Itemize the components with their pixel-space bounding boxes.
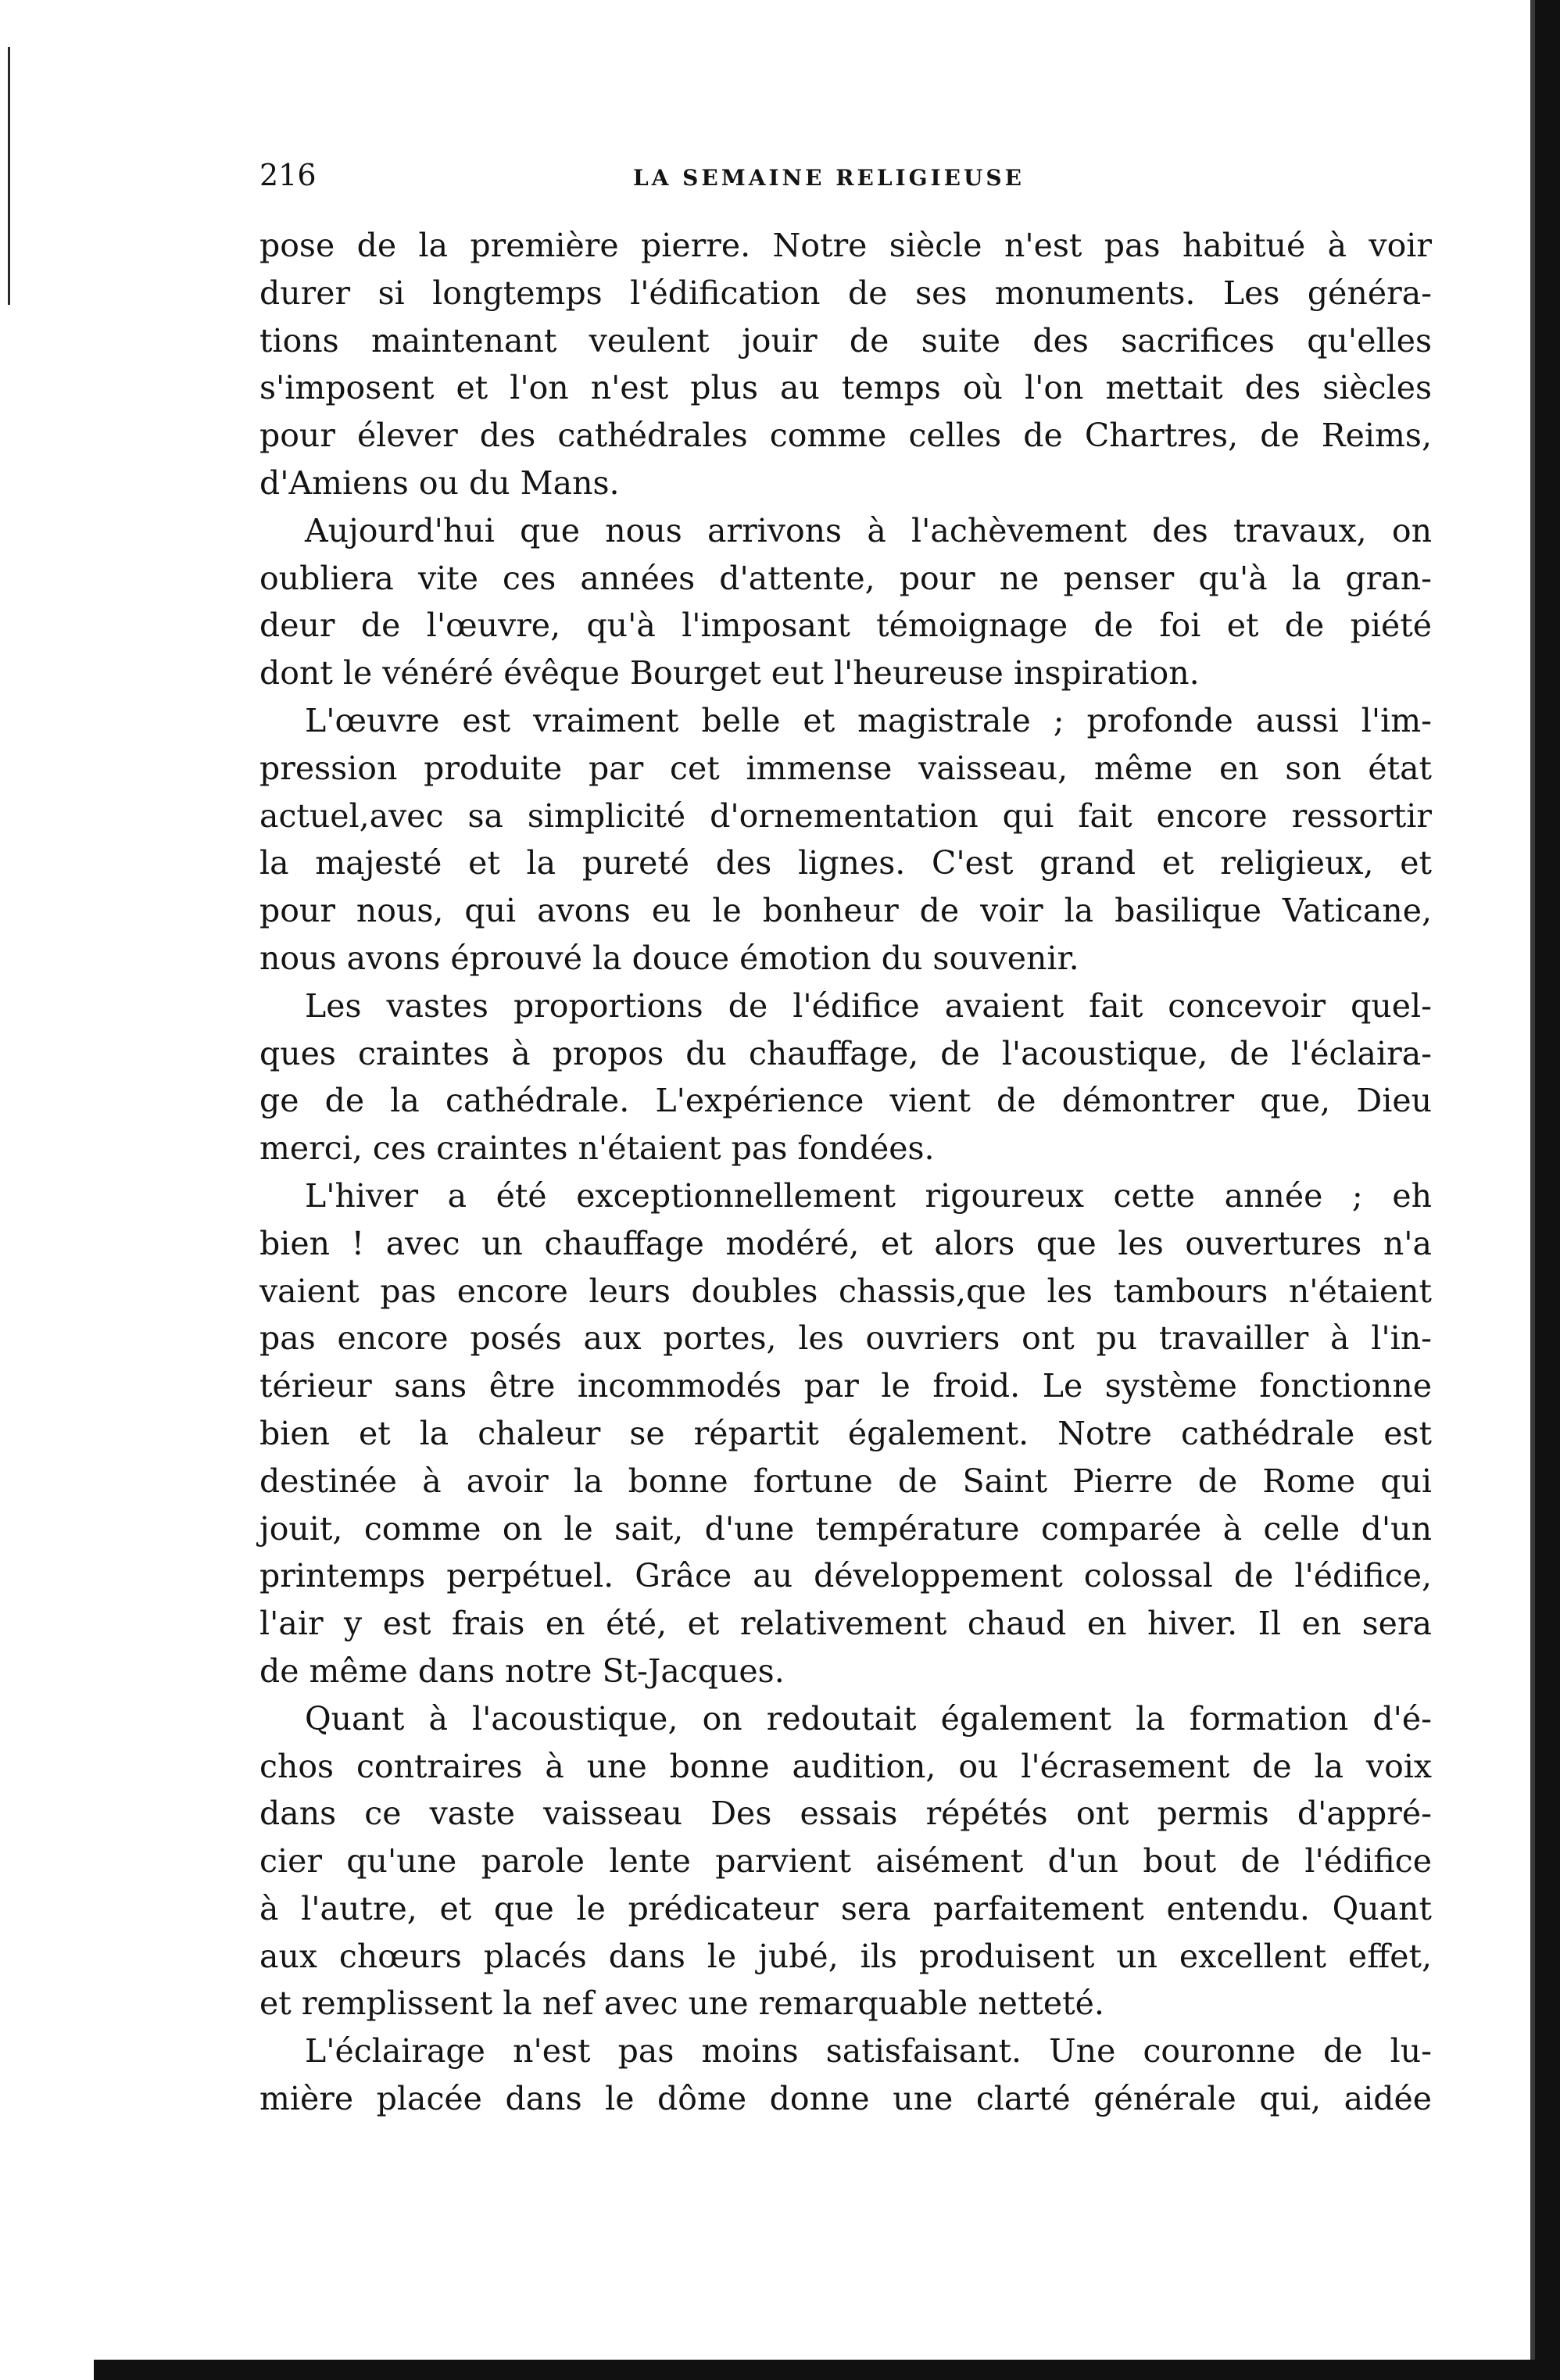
text-line: pression produite par cet immense vaisseau, même en son état	[259, 749, 1432, 787]
text-line: actuel,avec sa simplicité d'ornementation qui fait encore ressortir	[259, 796, 1432, 835]
text-line: à l'autre, et que le prédicateur sera parfaitement entendu. Quant	[259, 1889, 1432, 1927]
text-line: deur de l'œuvre, qu'à l'imposant témoignage de foi et de piété	[259, 607, 1432, 645]
text-line: jouit, comme on le sait, d'une température comparée à celle d'un	[259, 1509, 1432, 1548]
scan-right-edge-artifact	[1535, 0, 1560, 2380]
text-line: Aujourd'hui que nous arrivons à l'achèvement des travaux, on	[305, 511, 1432, 549]
page-header	[259, 153, 1447, 197]
text-line: L'œuvre est vraiment belle et magistrale ; profonde aussi l'im-	[305, 701, 1432, 739]
text-line: oubliera vite ces années d'attente, pour ne penser qu'à la gran-	[259, 559, 1432, 597]
text-line: la majesté et la pureté des lignes. C'est grand et religieux, et	[259, 844, 1432, 882]
text-line: vaient pas encore leurs doubles chassis,que les tambours n'étaient	[259, 1272, 1432, 1310]
text-line: d'Amiens ou du Mans.	[259, 463, 620, 502]
text-line: Les vastes proportions de l'édifice avaient fait concevoir quel-	[305, 986, 1432, 1025]
text-line: pour nous, qui avons eu le bonheur de voir la basilique Vaticane,	[259, 892, 1432, 930]
text-line: dont le vénéré évêque Bourget eut l'heureuse inspiration.	[259, 654, 1200, 693]
body-text	[259, 222, 1432, 2123]
text-line: durer si longtemps l'édification de ses monuments. Les généra-	[259, 274, 1432, 312]
text-line: merci, ces craintes n'étaient pas fondées.	[259, 1129, 935, 1168]
text-line: tions maintenant veulent jouir de suite des sacrifices qu'elles	[259, 321, 1432, 360]
text-line: chos contraires à une bonne audition, ou l'écrasement de la voix	[259, 1747, 1432, 1785]
text-line: ques craintes à propos du chauffage, de l'acoustique, de l'éclaira-	[259, 1034, 1432, 1072]
text-line: pose de la première pierre. Notre siècle n'est pas habitué à voir	[259, 227, 1432, 264]
text-line: destinée à avoir la bonne fortune de Saint Pierre de Rome qui	[259, 1462, 1432, 1500]
text-line: Quant à l'acoustique, on redoutait également la formation d'é-	[305, 1699, 1432, 1738]
text-line: bien et la chaleur se répartit également. Notre cathédrale est	[259, 1414, 1432, 1452]
text-line: l'air y est frais en été, et relativement chaud en hiver. Il en sera	[259, 1605, 1432, 1643]
scan-bottom-edge-artifact	[94, 2360, 1535, 2380]
text-line: nous avons éprouvé la douce émotion du souvenir.	[259, 939, 1079, 977]
text-line: L'éclairage n'est pas moins satisfaisant. Une couronne de lu-	[305, 2032, 1432, 2070]
page-number: 216	[259, 158, 317, 192]
text-line: dans ce vaste vaisseau Des essais répétés ont permis d'appré-	[259, 1795, 1432, 1833]
text-line: L'hiver a été exceptionnellement rigoureux cette année ; eh	[305, 1176, 1432, 1215]
text-line: pour élever des cathédrales comme celles de Chartres, de Reims,	[259, 417, 1432, 455]
text-line: bien ! avec un chauffage modéré, et alors que les ouvertures n'a	[259, 1224, 1432, 1262]
text-line: térieur sans être incommodés par le froid. Le système fonctionne	[259, 1367, 1432, 1405]
running-head: LA SEMAINE RELIGIEUSE	[633, 165, 1025, 191]
text-line: cier qu'une parole lente parvient aisément d'un bout de l'édifice	[259, 1842, 1432, 1881]
scan-left-edge-artifact	[8, 47, 10, 305]
text-line: mière placée dans le dôme donne une clarté générale qui, aidée	[259, 2080, 1432, 2118]
text-line: pas encore posés aux portes, les ouvriers ont pu travailler à l'in-	[259, 1319, 1432, 1358]
text-line: aux chœurs placés dans le jubé, ils produisent un excellent effet,	[259, 1937, 1432, 1975]
text-line: de même dans notre St-Jacques.	[259, 1652, 785, 1690]
text-line: et remplissent la nef avec une remarquable netteté.	[259, 1985, 1104, 2023]
text-line: ge de la cathédrale. L'expérience vient de démontrer que, Dieu	[259, 1082, 1432, 1120]
text-line: printemps perpétuel. Grâce au développement colossal de l'édifice,	[259, 1557, 1432, 1595]
text-line: s'imposent et l'on n'est plus au temps où l'on mettait des siècles	[259, 369, 1432, 407]
